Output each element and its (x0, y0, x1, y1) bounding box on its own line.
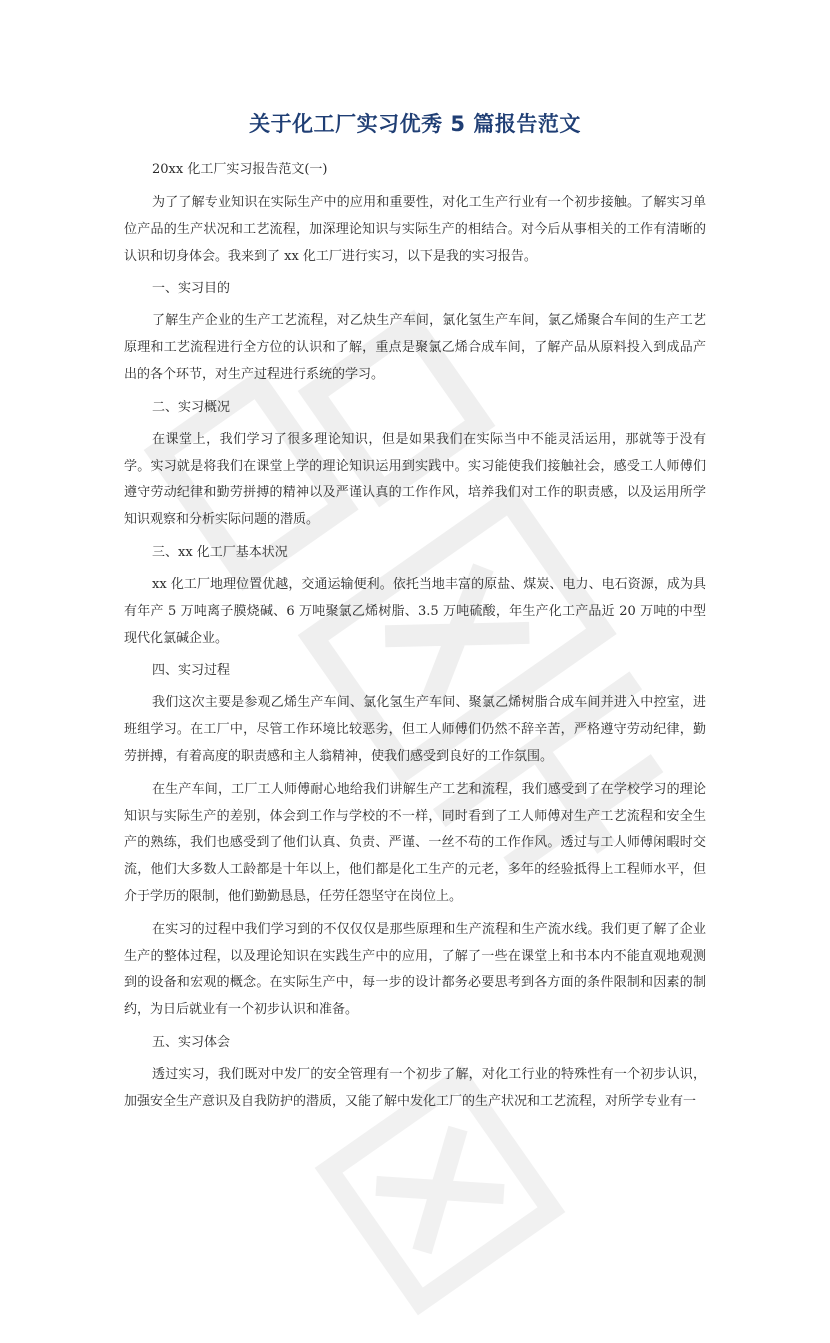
paragraph: 了解生产企业的生产工艺流程，对乙炔生产车间，氯化氢生产车间，氯乙烯聚合车间的生产工艺原理和工艺流程进行全方位的认识和了解，重点是聚氯乙烯合成车间，了解产品从原料投入到成品产出的各个环节，对生产过程进行系统的学习。 (124, 313, 706, 382)
document-page (124, 108, 706, 1122)
paragraph: 我们这次主要是参观乙烯生产车间、氯化氢生产车间、聚氯乙烯树脂合成车间并进入中控室，进班组学习。在工厂中，尽管工作环境比较恶劣，但工人师傅们仍然不辞辛苦，严格遵守劳动纪律，勤劳拼搏，有着高度的职责感和主人翁精神，使我们感受到良好的工作氛围。 (124, 695, 706, 764)
section-heading: 四、实习过程 (152, 663, 231, 679)
paragraph: 为了了解专业知识在实际生产中的应用和重要性，对化工生产行业有一个初步接触。了解实习单位产品的生产状况和工艺流程，加深理论知识与实际生产的相结合。对今后从事相关的工作有清晰的认识和切身体会。我来到了 xx 化工厂进行实习，以下是我的实习报告。 (124, 195, 706, 264)
paragraph: xx 化工厂地理位置优越，交通运输便利。依托当地丰富的原盐、煤炭、电力、电石资源，成为具有年产 5 万吨离子膜烧碱、6 万吨聚氯乙烯树脂、3.5 万吨硫酸，年生产化工产品近 20 万吨的中型现代化氯碱企业。 (124, 576, 706, 646)
paragraph: 在实习的过程中我们学习到的不仅仅仅是那些原理和生产流程和生产流水线。我们更了解了企业生产的整体过程，以及理论知识在实践生产中的应用，了解了一些在课堂上和书本内不能直观地观测到的设备和宏观的概念。在实际生产中，每一步的设计都务必要思考到各方面的条件限制和因素的制约，为日后就业有一个初步认识和准备。 (124, 921, 706, 1018)
document-subtitle: 20xx 化工厂实习报告范文(一) (152, 162, 328, 177)
paragraph: 在课堂上，我们学习了很多理论知识，但是如果我们在实际当中不能灵活运用，那就等于没有学。实习就是将我们在课堂上学的理论知识运用到实践中。实习能使我们接触社会，感受工人师傅们遵守劳动纪律和勤劳拼搏的精神以及严谨认真的工作作风，培养我们对工作的职责感，以及运用所学知识观察和分析实际问题的潜质。 (124, 431, 706, 528)
section-heading: 二、实习概况 (152, 399, 231, 415)
paragraph: 透过实习，我们既对中发厂的安全管理有一个初步了解，对化工行业的特殊性有一个初步认识，加强安全生产意识及自我防护的潜质，又能了解中发化工厂的生产状况和工艺流程，对所学专业有一 (124, 1066, 706, 1109)
section-heading: 一、实习目的 (152, 281, 231, 297)
section-heading: 五、实习体会 (152, 1034, 231, 1050)
paragraph: 在生产车间，工厂工人师傅耐心地给我们讲解生产工艺和流程，我们感受到了在学校学习的理论知识与实际生产的差别，体会到工作与学校的不一样，同时看到了工人师傅对生产工艺流程和安全生产的熟练，我们也感受到了他们认真、负责、严谨、一丝不苟的工作作风。透过与工人师傅闲暇时交流，他们大多数人工龄都是十年以上，他们都是化工生产的元老，多年的经验抵得上工程师水平，但介于学历的限制，他们勤勤恳恳，任劳任怨坚守在岗位上。 (124, 781, 706, 904)
document-title: 关于化工厂实习优秀 5 篇报告范文 (249, 112, 581, 136)
document-body (124, 190, 706, 1116)
section-heading: 三、xx 化工厂基本状况 (152, 544, 288, 560)
